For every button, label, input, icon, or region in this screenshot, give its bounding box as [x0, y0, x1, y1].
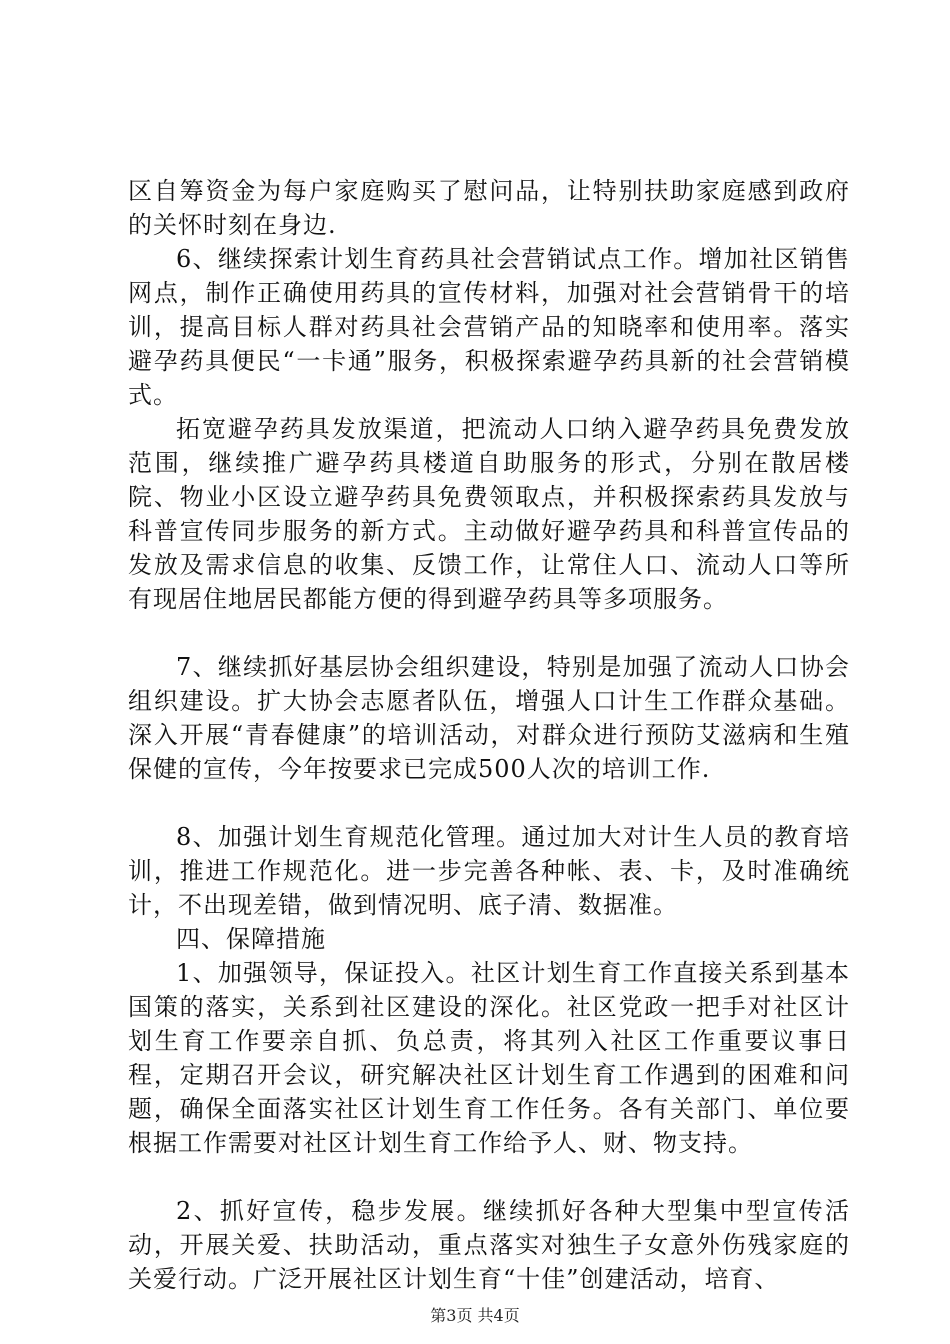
- paragraph-spacer: [128, 1160, 850, 1194]
- paragraph-contraceptive-distribution: 拓宽避孕药具发放渠道，把流动人口纳入避孕药具免费发放范围，继续推广避孕药具楼道自助服务的形式，分别在散居楼院、物业小区设立避孕药具免费领取点，并积极探索药具发放与科普宣传同步服务的新方式。主动做好避孕药具和科普宣传品的发放及需求信息的收集、反馈工作，让常住人口、流动人口等所有现居住地居民都能方便的得到避孕药具等多项服务。: [128, 415, 850, 613]
- paragraph-continuation: 区自筹资金为每户家庭购买了慰问品，让特别扶助家庭感到政府的关怀时刻在身边.: [128, 177, 850, 239]
- paragraph-safeguard-2: 2、抓好宣传，稳步发展。继续抓好各种大型集中型宣传活动，开展关爱、扶助活动，重点落实对独生子女意外伤残家庭的关爱行动。广泛开展社区计划生育“十佳”创建活动，培育、: [128, 1197, 850, 1293]
- paragraph-safeguard-1: 1、加强领导，保证投入。社区计划生育工作直接关系到基本国策的落实，关系到社区建设的深化。社区党政一把手对社区计划生育工作要亲自抓、负总责，将其列入社区工作重要议事日程，定期召开会议，研究解决社区计划生育工作遇到的困难和问题，确保全面落实社区计划生育工作任务。各有关部门、单位要根据工作需要对社区计划生育工作给予人、财、物支持。: [128, 959, 850, 1157]
- document-body: [128, 174, 850, 1296]
- paragraph-item-8: 8、加强计划生育规范化管理。通过加大对计生人员的教育培训，推进工作规范化。进一步完善各种帐、表、卡，及时准确统计，不出现差错，做到情况明、底子清、数据准。: [128, 823, 850, 919]
- paragraph-item-6: 6、继续探索计划生育药具社会营销试点工作。增加社区销售网点，制作正确使用药具的宣传材料，加强对社会营销骨干的培训，提高目标人群对药具社会营销产品的知晓率和使用率。落实避孕药具便民“一卡通”服务，积极探索避孕药具新的社会营销模式。: [128, 245, 850, 409]
- page-footer: [0, 1303, 950, 1326]
- paragraph-item-7: 7、继续抓好基层协会组织建设，特别是加强了流动人口协会组织建设。扩大协会志愿者队伍，增强人口计生工作群众基础。深入开展“青春健康”的培训活动，对群众进行预防艾滋病和生殖保健的宣传，今年按要求已完成500人次的培训工作.: [128, 653, 850, 783]
- page-number-label: 第3页 共4页: [430, 1306, 520, 1325]
- section-heading-safeguards: 四、保障措施: [176, 925, 326, 953]
- paragraph-spacer: [128, 616, 850, 650]
- paragraph-spacer: [128, 786, 850, 820]
